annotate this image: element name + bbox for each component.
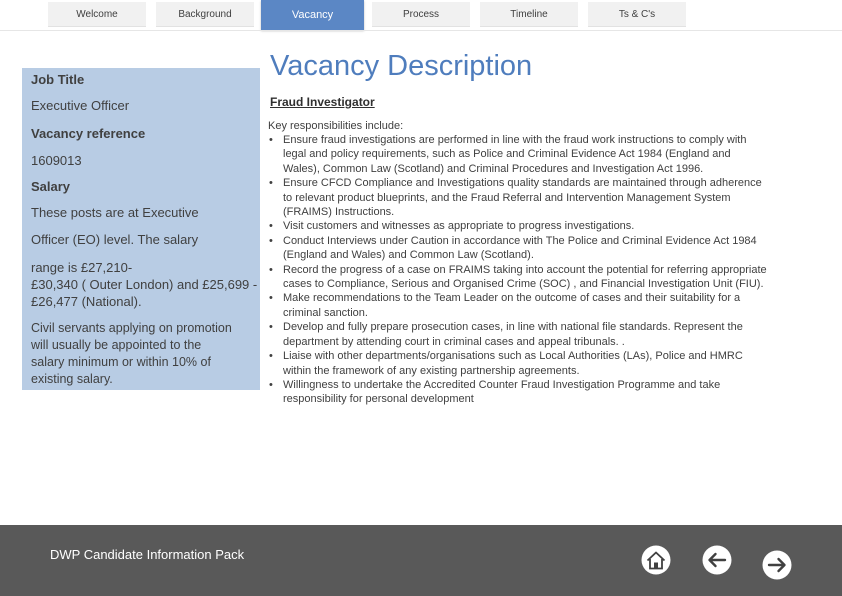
promotion-line: salary minimum or within 10% of	[31, 355, 211, 369]
responsibility-line: responsibility for personal development	[283, 393, 474, 406]
footer-bar	[0, 525, 842, 596]
responsibility-line: Wales), Common Law (Scotland) and Criminal Procedures and Investigation Act 1996.	[283, 162, 704, 175]
responsibility-line: • Develop and fully prepare prosecution cases, in line with national file standards. Represent the	[283, 321, 743, 334]
responsibility-line: cases to Compliance, Serious and Organised Crime (SOC) , and Financial Investigation Unit (FIU).	[283, 278, 764, 291]
tab-timeline[interactable]: Timeline	[480, 2, 578, 27]
responsibility-line: • Conduct Interviews under Caution in accordance with The Police and Criminal Evidence Act 1984	[283, 234, 757, 247]
responsibility-line: • Willingness to undertake the Accredited Counter Fraud Investigation Programme and take	[283, 378, 721, 391]
responsibility-line: (FRAIMS) Instructions.	[283, 206, 395, 219]
vacancy-reference-value: 1609013	[31, 153, 82, 168]
salary-label: Salary	[31, 179, 71, 194]
responsibility-line: criminal sanction.	[283, 306, 368, 319]
responsibility-item	[268, 176, 824, 219]
responsibility-item	[268, 263, 824, 292]
responsibility-line: within the framework of any existing partnership agreements.	[283, 364, 580, 377]
salary-line: £30,340 ( Outer London) and £25,699 -	[31, 277, 258, 292]
responsibilities-intro: Key responsibilities include:	[268, 120, 404, 132]
responsibility-line: • Visit customers and witnesses as appropriate to progress investigations.	[283, 220, 635, 233]
job-title-label: Job Title	[31, 72, 85, 87]
vacancy-reference-label: Vacancy reference	[31, 126, 146, 141]
responsibility-item	[268, 291, 824, 320]
tab-process[interactable]: Process	[372, 2, 470, 27]
responsibilities-list	[268, 133, 824, 407]
salary-line: range is £27,210-	[31, 260, 133, 275]
nav-divider	[0, 30, 842, 31]
responsibility-item	[268, 219, 824, 233]
responsibility-item	[268, 320, 824, 349]
responsibility-line: • Ensure fraud investigations are performed in line with the fraud work instructions to comply with	[283, 134, 747, 146]
home-icon	[641, 545, 671, 575]
responsibility-line: (England and Wales) and Common Law (Scotland).	[283, 249, 534, 262]
home-button[interactable]	[641, 545, 671, 575]
previous-button[interactable]	[702, 545, 732, 575]
footer-title: DWP Candidate Information Pack	[50, 547, 245, 562]
arrow-right-icon	[762, 550, 792, 580]
arrow-left-icon	[702, 545, 732, 575]
tab-vacancy[interactable]: Vacancy	[261, 0, 364, 30]
role-subtitle: Fraud Investigator	[270, 95, 375, 109]
responsibility-item	[268, 234, 824, 263]
responsibility-line: legal and policy requirements, such as Police and Criminal Evidence Act 1984 (England and	[283, 148, 731, 161]
tab-welcome[interactable]: Welcome	[48, 2, 146, 27]
page-title: Vacancy Description	[270, 50, 533, 82]
responsibility-line: • Liaise with other departments/organisations such as Local Authorities (LAs), Police and HMRC	[283, 350, 743, 363]
salary-line: £26,477 (National).	[31, 294, 142, 309]
responsibility-line: • Ensure CFCD Compliance and Investigations quality standards are maintained through adherence	[283, 177, 762, 190]
responsibility-line: department by attending court in criminal cases and appeal tribunals. .	[283, 335, 625, 348]
responsibility-line: • Record the progress of a case on FRAIMS taking into account the potential for referring appropriate	[283, 263, 767, 276]
job-title-value: Executive Officer	[31, 98, 130, 113]
next-button[interactable]	[762, 550, 792, 580]
promotion-line: existing salary.	[31, 372, 113, 386]
salary-line: Officer (EO) level. The salary	[31, 232, 199, 247]
responsibility-line: • Make recommendations to the Team Leader on the outcome of cases and their suitability for a	[283, 292, 741, 305]
responsibility-item	[268, 349, 824, 378]
responsibility-item	[268, 133, 824, 176]
job-info-panel	[22, 68, 260, 390]
tab-ts-and-cs[interactable]: Ts & C's	[588, 2, 686, 27]
responsibility-line: to relevant product blueprints, and the Fraud Referral and Intervention Management System	[283, 191, 731, 204]
salary-line: These posts are at Executive	[31, 205, 199, 220]
tab-background[interactable]: Background	[156, 2, 254, 27]
promotion-line: Civil servants applying on promotion	[31, 321, 232, 335]
responsibility-item	[268, 378, 824, 407]
promotion-line: will usually be appointed to the	[31, 338, 202, 352]
